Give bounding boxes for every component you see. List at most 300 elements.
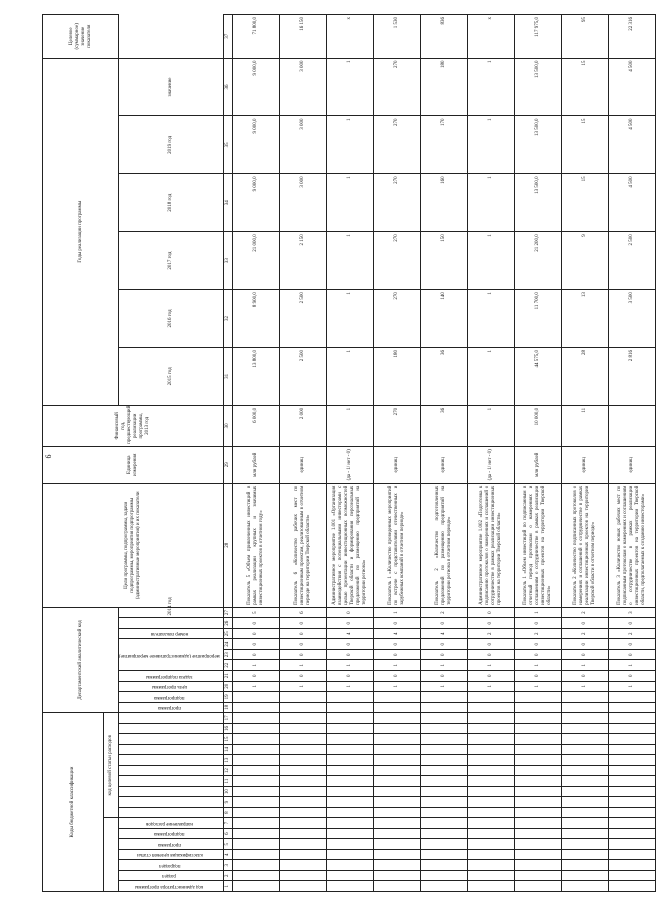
empty-code-cell [608,734,655,745]
dept-col-header-label: цель программы [151,684,187,690]
empty-code-cell [420,755,467,766]
empty-code-cell [561,713,608,724]
empty-code-cell [279,692,326,703]
empty-code-cell [608,765,655,776]
empty-code-cell [326,818,373,829]
empty-code-cell [232,797,279,808]
year-value: 9 000,0 [232,58,279,116]
dept-code-header: Департаментский аналитический код [43,607,119,712]
dept-code-digit: 0 [467,618,514,629]
empty-code-cell [514,713,561,724]
expense-code-subheader [119,713,224,724]
empty-code-cell [467,870,514,881]
year-value: 270 [373,116,420,174]
column-number: 16 [223,723,232,734]
fin-year-value: 270 [373,405,420,446]
dept-code-digit: 0 [326,618,373,629]
year-header: 2015 год [119,347,224,405]
empty-code-cell [232,849,279,860]
dept-code-digit: 0 [373,649,420,660]
year-value: 4 500 [608,174,655,232]
empty-code-cell [561,723,608,734]
empty-code-cell [467,702,514,713]
year-value: 13 800,0 [232,347,279,405]
dept-code-digit: 0 [232,671,279,682]
target-value: 22 316 [608,15,655,59]
year-value: 1 [326,58,373,116]
dept-code-digit: 0 [514,671,561,682]
empty-code-cell [326,713,373,724]
year-value: 2 150 [279,232,326,290]
empty-code-cell [467,776,514,787]
dept-code-digit: 1 [467,660,514,671]
dept-code-digit: 0 [279,639,326,650]
empty-code-cell [420,797,467,808]
expense-code-subheader [119,776,224,787]
empty-code-cell [561,818,608,829]
unit-cell: млн рублей [232,446,279,483]
dept-code-digit: 0 [467,649,514,660]
dept-code-digit: 0 [514,618,561,629]
empty-code-cell [561,870,608,881]
code-col-header [119,870,224,881]
dept-code-digit: 0 [279,671,326,682]
dept-col-header [119,702,224,713]
empty-code-cell [467,786,514,797]
dept-code-digit: 0 [326,649,373,660]
unit-cell: единиц [608,446,655,483]
column-number: 35 [223,116,232,174]
column-number: 7 [223,818,232,829]
dept-code-digit: 2 [467,628,514,639]
empty-code-cell [279,734,326,745]
year-header: 2014 год [119,607,224,618]
empty-code-cell [279,849,326,860]
empty-code-cell [608,839,655,850]
dept-code-digit: 0 [514,649,561,660]
empty-code-cell [608,702,655,713]
column-number: 32 [223,290,232,348]
empty-code-cell [279,828,326,839]
empty-code-cell [467,692,514,703]
years-group-header: Годы реализации программы [43,58,119,405]
empty-code-cell [420,849,467,860]
dept-code-digit: 0 [232,639,279,650]
empty-code-cell [420,818,467,829]
code-spacer [104,818,119,892]
column-number: 3 [223,860,232,871]
table-row [467,15,514,892]
empty-code-cell [373,818,420,829]
column-number: 20 [223,681,232,692]
empty-code-cell [232,828,279,839]
dept-code-digit: 0 [420,639,467,650]
dept-code-digit: 0 [232,649,279,660]
table-row [232,15,279,892]
empty-code-cell [608,713,655,724]
empty-code-cell [514,702,561,713]
column-number: 11 [223,776,232,787]
dept-code-digit: 4 [373,628,420,639]
empty-code-cell [232,881,279,892]
year-value: 2 500 [279,290,326,348]
empty-code-cell [373,849,420,860]
expense-item-code-header: код целевой статьи расходов [104,713,119,818]
empty-code-cell [373,692,420,703]
empty-code-cell [608,692,655,703]
empty-code-cell [420,744,467,755]
dept-code-digit: 1 [608,660,655,671]
empty-code-cell [420,786,467,797]
column-number: 5 [223,839,232,850]
table-row [608,15,655,892]
dept-col-header [119,639,224,671]
column-number: 14 [223,744,232,755]
empty-code-cell [232,713,279,724]
empty-code-cell [373,881,420,892]
column-number: 19 [223,692,232,703]
empty-code-cell [608,744,655,755]
year-value: 15 [561,58,608,116]
empty-code-cell [373,744,420,755]
dept-code-digit: 0 [561,671,608,682]
unit-cell: единиц [373,446,420,483]
year-value: 4 500 [608,58,655,116]
empty-code-cell [326,849,373,860]
page-number: 9 [43,454,53,459]
dept-code-digit: 4 [326,628,373,639]
empty-code-cell [514,755,561,766]
dept-code-digit: 0 [561,618,608,629]
dept-col-header-label: программа [157,705,181,711]
dept-code-digit: 0 [232,628,279,639]
fin-year-value: 2 000 [279,405,326,446]
year-header: 2016 год [119,290,224,348]
year-value: 1 [467,290,514,348]
column-number: 22 [223,660,232,671]
empty-code-cell [467,723,514,734]
column-number: 25 [223,628,232,639]
empty-code-cell [420,765,467,776]
empty-code-cell [232,755,279,766]
empty-code-cell [420,860,467,871]
year-value: 1 [326,232,373,290]
table-row [561,15,608,892]
empty-code-cell [326,839,373,850]
empty-code-cell [467,734,514,745]
year-value: 21 200,0 [514,232,561,290]
expense-code-subheader [119,797,224,808]
empty-code-cell [420,713,467,724]
empty-code-cell [326,860,373,871]
empty-code-cell [279,818,326,829]
goal-text: Показатель 6 «Количество рабочих мест по инвестиционным проектам, реализованным в отчетном периоде на территории Тверской области» [279,483,326,607]
empty-code-cell [514,786,561,797]
dept-code-digit: 0 [561,649,608,660]
goal-text: Показатель 1 «Количество проведенных мероприятий по встрече с представителями отечественных и зарубежных компаний в отчетном периоде» [373,483,420,607]
table-row [326,15,373,892]
dept-code-digit: 0 [326,671,373,682]
empty-code-cell [232,860,279,871]
empty-code-cell [279,807,326,818]
dept-col-header-label: мероприятие (административное мероприятие) [119,652,220,658]
year-value: 150 [420,232,467,290]
year-value: 1 [467,116,514,174]
dept-code-digit: 1 [326,660,373,671]
empty-code-cell [373,807,420,818]
year-value: 170 [420,116,467,174]
empty-code-cell [608,849,655,860]
code-col-header [119,818,224,829]
unit-cell: единиц [420,446,467,483]
empty-code-cell [373,786,420,797]
expense-code-subheader [119,755,224,766]
year-value: 270 [373,232,420,290]
empty-code-cell [279,713,326,724]
empty-code-cell [326,692,373,703]
column-number: 31 [223,347,232,405]
unit-cell: единиц [561,446,608,483]
empty-code-cell [279,776,326,787]
fin-year-header: Финансовый год, предшествующий реализации программы, 2013 год [43,405,224,446]
year-value: 9 000,0 [232,174,279,232]
empty-code-cell [514,776,561,787]
dept-col-header [119,692,224,703]
dept-code-digit: 0 [467,639,514,650]
target-value-header: значение [119,58,224,116]
fin-year-value: 11 [561,405,608,446]
empty-code-cell [279,765,326,776]
dept-code-digit: 2 [514,628,561,639]
column-number: 23 [223,649,232,660]
dept-code-digit: 0 [561,639,608,650]
dept-code-digit: 1 [373,607,420,618]
dept-code-digit: 1 [373,681,420,692]
empty-code-cell [561,849,608,860]
year-value: 13 500,0 [514,116,561,174]
goal-text: Административное мероприятие 1.001 «Организация взаимодействия с потенциальными инвесторами с целью презентации инвестиционных возможностей Тверской области и формирования персональных предложений по размещению предприятий на территории региона» [326,483,373,607]
empty-code-cell [326,828,373,839]
empty-code-cell [608,828,655,839]
empty-code-cell [326,765,373,776]
empty-code-cell [608,797,655,808]
expense-code-subheader [119,807,224,818]
dept-col-header [119,671,224,682]
year-value: 44 575,0 [514,347,561,405]
dept-code-digit: 4 [420,628,467,639]
empty-code-cell [608,881,655,892]
empty-code-cell [420,807,467,818]
empty-code-cell [373,870,420,881]
column-number: 28 [223,483,232,607]
table-row [514,15,561,892]
empty-code-cell [232,839,279,850]
column-number: 1 [223,881,232,892]
code-col-header-label: программа [157,841,181,847]
empty-code-cell [467,807,514,818]
goal-text: Административное мероприятие 1.002 «Подготовка к подписанию протоколов о намерениях и соглашений о сотрудничестве в рамках реализации инвестиционных проектов на территории Тверской области» [467,483,514,607]
column-number: 6 [223,828,232,839]
dept-code-digit: 0 [514,639,561,650]
dept-code-digit: 1 [514,660,561,671]
dept-code-digit: 0 [232,618,279,629]
dept-code-digit: 0 [467,671,514,682]
dept-code-digit: 0 [608,618,655,629]
empty-code-cell [608,723,655,734]
empty-code-cell [232,870,279,881]
year-value: 3 500 [608,290,655,348]
empty-code-cell [561,786,608,797]
empty-code-cell [608,786,655,797]
empty-code-cell [279,723,326,734]
dept-code-digit: 0 [608,639,655,650]
fin-year-value: 36 [420,405,467,446]
target-value: 117 975,0 [514,15,561,59]
dept-code-digit: 0 [373,671,420,682]
empty-code-cell [326,797,373,808]
empty-code-cell [279,797,326,808]
empty-code-cell [232,765,279,776]
year-value: 3 000 [279,174,326,232]
column-number: 10 [223,786,232,797]
code-col-header-label: подпрограмма [154,831,185,837]
year-value: 1 [467,58,514,116]
year-value: 270 [373,58,420,116]
goal-text: Показатель 5 «Объем привлеченных инвестиций в рамках реализации крупных и значимых инвестиционных проектов в отчетном году» [232,483,279,607]
dept-code-digit: 1 [467,681,514,692]
empty-code-cell [232,734,279,745]
year-value: 11 700,0 [514,290,561,348]
dept-code-digit: 1 [608,681,655,692]
dept-code-digit: 1 [514,681,561,692]
dept-code-digit: 0 [279,649,326,660]
fin-year-value: 6 000,0 [232,405,279,446]
empty-code-cell [561,828,608,839]
empty-code-cell [420,702,467,713]
empty-code-cell [467,849,514,860]
target-value: 16 150 [279,15,326,59]
empty-code-cell [232,692,279,703]
dept-col-header-label: номер показателя [150,631,188,637]
empty-code-cell [467,744,514,755]
dept-code-digit: 0 [326,639,373,650]
empty-code-cell [326,870,373,881]
goals-header: Цели программы, подпрограммы, задачи подпрограммы, мероприятия подпрограммы (административные мероприятия) и их показатели [43,483,224,607]
dept-code-digit: 1 [420,681,467,692]
empty-code-cell [373,755,420,766]
empty-code-cell [514,723,561,734]
empty-code-cell [561,860,608,871]
dept-code-digit: 0 [420,671,467,682]
empty-code-cell [467,860,514,871]
year-value: 180 [373,347,420,405]
empty-code-cell [561,807,608,818]
dept-code-digit: 3 [608,607,655,618]
code-col-header-label: направление расходов [145,820,193,826]
empty-code-cell [279,870,326,881]
year-value: 13 500,0 [514,58,561,116]
program-table-sheet [42,14,646,892]
column-number-row [223,15,232,892]
dept-code-digit: 1 [561,681,608,692]
empty-code-cell [608,818,655,829]
empty-code-cell [232,723,279,734]
empty-code-cell [373,723,420,734]
year-value: 1 [326,347,373,405]
column-number: 8 [223,807,232,818]
year-header: 2019 год [119,116,224,174]
column-number: 18 [223,702,232,713]
empty-code-cell [420,734,467,745]
year-value: 8 900,0 [232,290,279,348]
empty-code-cell [514,881,561,892]
dept-code-digit: 0 [373,639,420,650]
goal-text: Показатель 3 «Количество новых рабочих мест по подписанным протоколам о намерениях и соглашениям о сотрудничестве в рамках реализации инвестиционных проектов на территории Тверской области, предполагаемых к созданию инвесторами» [608,483,655,607]
code-col-header-label: код администратора программы [135,884,204,889]
dept-code-digit: 1 [279,681,326,692]
table-row [279,15,326,892]
column-number: 24 [223,639,232,650]
header-row-1 [43,15,104,892]
empty-code-cell [467,755,514,766]
column-number: 12 [223,765,232,776]
empty-code-cell [326,786,373,797]
dept-code-digit: 0 [279,618,326,629]
empty-code-cell [279,881,326,892]
column-number: 36 [223,58,232,116]
unit-cell: (да - 1/ нет - 0) [467,446,514,483]
dept-col-header [119,628,224,639]
year-value: 2 500 [279,347,326,405]
empty-code-cell [326,734,373,745]
table-row [373,15,420,892]
column-number: 13 [223,755,232,766]
empty-code-cell [420,839,467,850]
dept-col-header [119,681,224,692]
dept-code-digit: 0 [279,628,326,639]
empty-code-cell [326,723,373,734]
program-indicators-table [42,14,656,892]
empty-code-cell [561,755,608,766]
dept-code-digit: 1 [561,660,608,671]
year-value: 1 [326,116,373,174]
column-number: 34 [223,174,232,232]
empty-code-cell [373,765,420,776]
column-number: 15 [223,734,232,745]
empty-code-cell [279,744,326,755]
empty-code-cell [514,744,561,755]
empty-code-cell [514,797,561,808]
year-value: 4 500 [608,116,655,174]
dept-code-digit: 2 [561,607,608,618]
year-header: 2017 год [119,232,224,290]
target-value: х [467,15,514,59]
year-value: 13 [561,290,608,348]
empty-code-cell [514,860,561,871]
dept-code-digit: 1 [420,660,467,671]
target-value: 71 800,0 [232,15,279,59]
empty-code-cell [373,776,420,787]
year-value: 9 [561,232,608,290]
empty-code-cell [561,765,608,776]
expense-code-subheader [119,734,224,745]
dept-code-digit: 5 [232,607,279,618]
column-number: 37 [223,15,232,59]
column-number: 27 [223,607,232,618]
year-value: 15 [561,174,608,232]
empty-code-cell [467,797,514,808]
empty-code-cell [373,713,420,724]
